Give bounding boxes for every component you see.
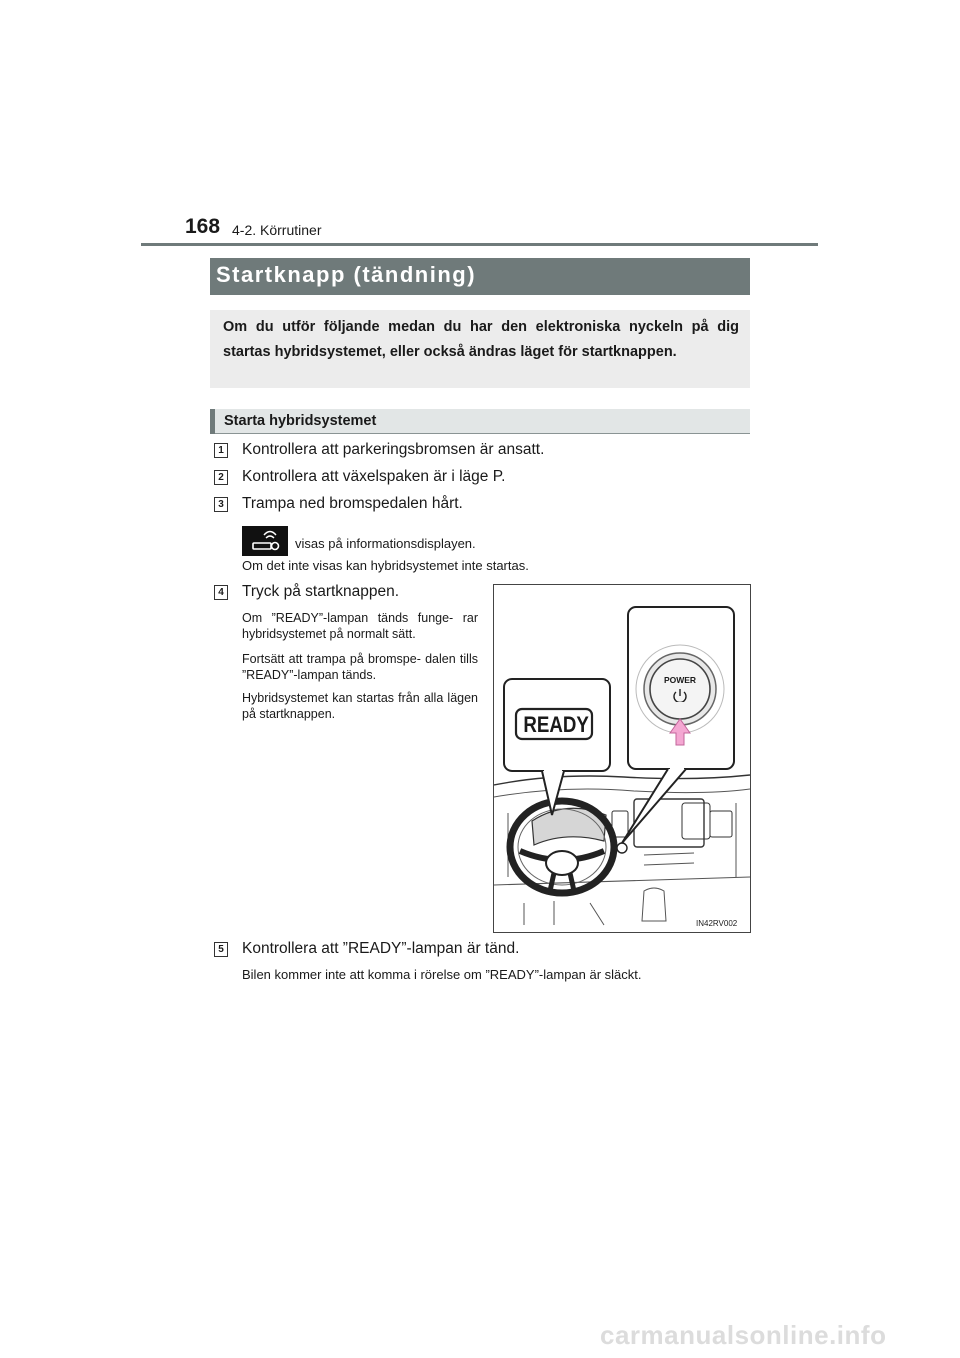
step-number-2: 2 (214, 470, 228, 485)
page-number: 168 (185, 215, 221, 238)
header-rule (141, 243, 818, 246)
figure-code: IN42RV002 (696, 919, 738, 928)
step5-note: Bilen kommer inte att komma i rörelse om ”READY”-lampan är släckt. (242, 967, 642, 982)
subsection-title: Starta hybridsystemet (224, 413, 377, 429)
dashboard-illustration (493, 584, 751, 933)
step-number-3: 3 (214, 497, 228, 512)
ready-label: READY (523, 712, 589, 737)
step4-note-2: Fortsätt att trampa på bromspe- dalen tills ”READY”-lampan tänds. (242, 652, 478, 682)
intro-text: Om du utför följande medan du har den elektroniska nyckeln på dig startas hybridsystemet, eller också ändras läget för startknappen. (223, 319, 739, 360)
power-label: POWER (663, 675, 697, 685)
step-text-2: Kontrollera att växelspaken är i läge P. (242, 468, 506, 485)
step-text-4: Tryck på startknappen. (242, 583, 400, 600)
step-number-1: 1 (214, 443, 228, 458)
step4-note-1: Om ”READY”-lampan tänds funge- rar hybridsystemet på normalt sätt. (242, 611, 478, 641)
key-indicator-icon (242, 526, 288, 556)
step-text-3: Trampa ned bromspedalen hårt. (242, 495, 463, 512)
power-icon (668, 688, 692, 702)
step-text-5: Kontrollera att ”READY”-lampan är tänd. (242, 940, 520, 957)
page-title: Startknapp (tändning) (216, 262, 477, 287)
step-text-1: Kontrollera att parkeringsbromsen är ansatt. (242, 441, 545, 458)
section-reference: 4-2. Körrutiner (232, 222, 322, 238)
watermark: carmanualsonline.info (600, 1320, 887, 1350)
indicator-note: visas på informationsdisplayen. (295, 536, 476, 551)
subsection-bar (210, 409, 750, 434)
indicator-warning: Om det inte visas kan hybridsystemet inte startas. (242, 558, 529, 573)
step-number-5: 5 (214, 942, 228, 957)
intro-box (210, 310, 750, 388)
step4-note-3: Hybridsystemet kan startas från alla lägen på startknappen. (242, 691, 478, 721)
step-number-4: 4 (214, 585, 228, 600)
subsection-accent (210, 409, 215, 434)
title-bar (210, 258, 750, 295)
